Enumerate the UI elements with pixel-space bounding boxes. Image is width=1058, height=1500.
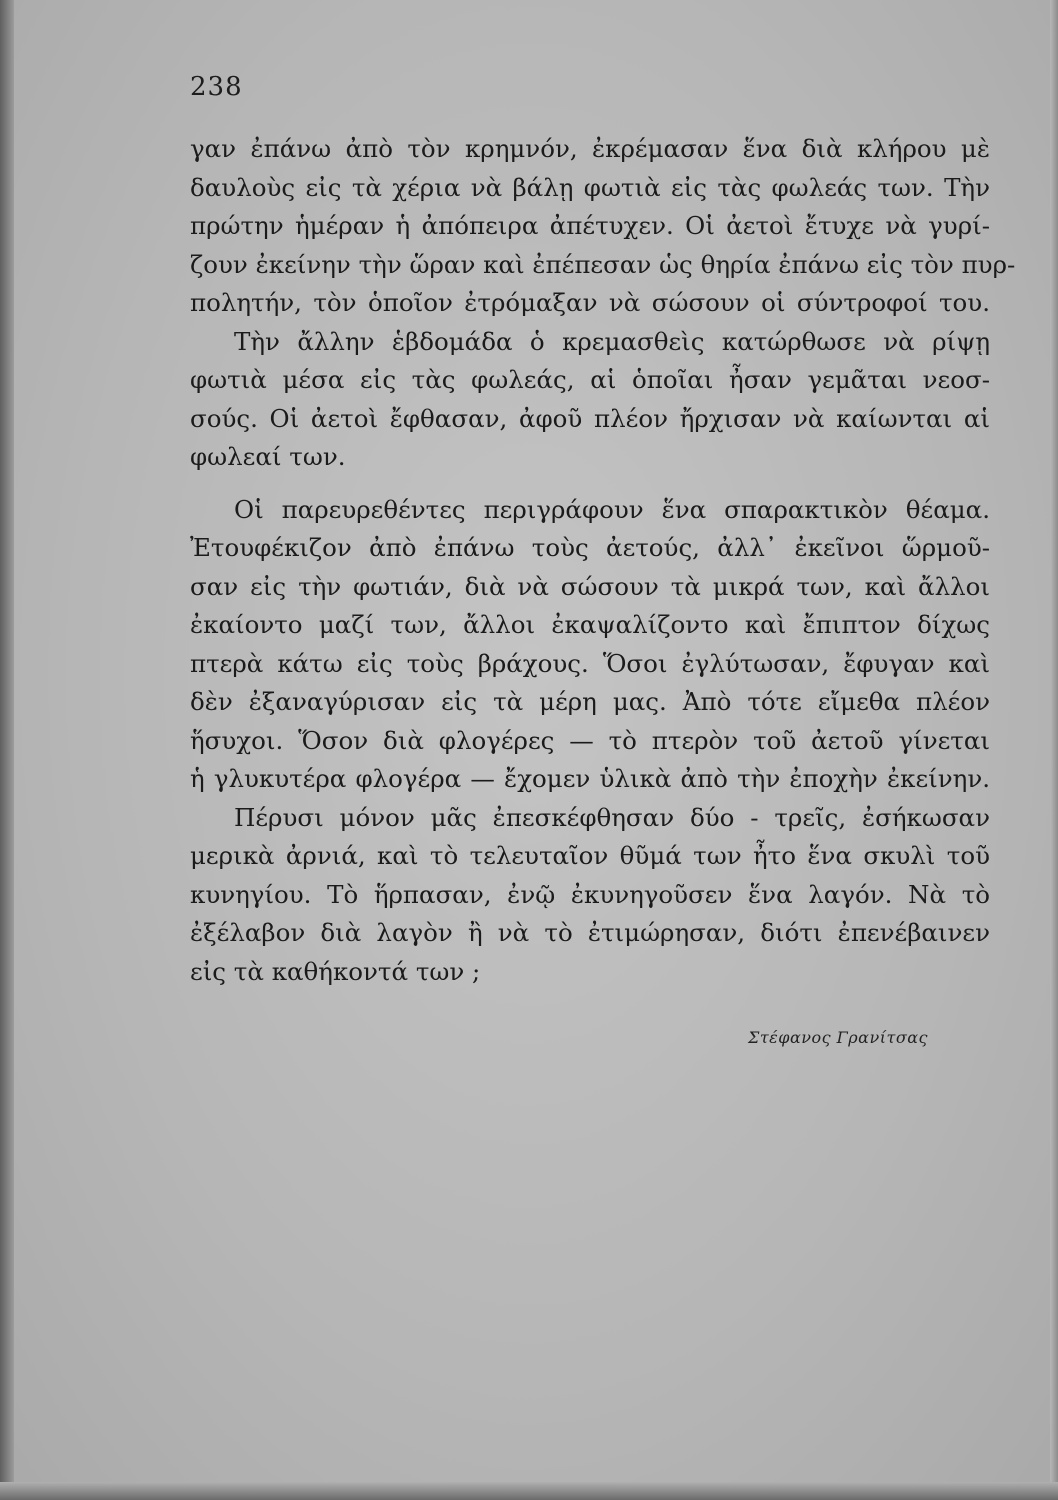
text-line: πτερὰ κάτω εἰς τοὺς βράχους. Ὅσοι ἐγλύτωσαν, ἔφυγαν καὶ xyxy=(190,648,990,678)
author-signature: Στέφανος Γρανίτσας xyxy=(748,1028,929,1047)
text-line: Οἱ παρευρεθέντες περιγράφουν ἕνα σπαρακτικὸν θέαμα. xyxy=(234,494,990,524)
text-line: Πέρυσι μόνον μᾶς ἐπεσκέφθησαν δύο - τρεῖς, ἐσήκωσαν xyxy=(234,802,990,832)
text-line: δὲν ἐξαναγύρισαν εἰς τὰ μέρη μας. Ἀπὸ τότε εἴμεθα πλέον xyxy=(190,687,990,716)
page-shadow-right xyxy=(1050,0,1058,1500)
paragraph-gap xyxy=(190,477,990,491)
text-line: γαν ἐπάνω ἀπὸ τὸν κρημνόν, ἐκρέμασαν ἕνα διὰ κλήρου μὲ xyxy=(190,134,990,163)
text-line: εἰς τὰ καθήκοντά των ; xyxy=(190,956,481,986)
page-shadow-left xyxy=(0,0,14,1500)
text-line: Ἐτουφέκιζον ἀπὸ ἐπάνω τοὺς ἀετούς, ἀλλ᾽ ἐκεῖνοι ὥρμοῦ- xyxy=(190,533,990,562)
text-line: σαν εἰς τὴν φωτιάν, διὰ νὰ σώσουν τὰ μικρά των, καὶ ἄλλοι xyxy=(190,571,990,601)
text-line: πολητήν, τὸν ὁποῖον ἐτρόμαξαν νὰ σώσουν οἱ σύντροφοί του. xyxy=(190,288,990,317)
text-line: φωλεαί των. xyxy=(190,442,346,471)
text-line: φωτιὰ μέσα εἰς τὰς φωλεάς, αἱ ὁποῖαι ἦσαν γεμᾶται νεοσ- xyxy=(190,365,990,394)
page-number: 238 xyxy=(190,72,243,102)
text-line: μερικὰ ἀρνιά, καὶ τὸ τελευταῖον θῦμά των ἦτο ἕνα σκυλὶ τοῦ xyxy=(190,841,990,870)
text-line: πρώτην ἡμέραν ἡ ἀπόπειρα ἀπέτυχεν. Οἱ ἀετοὶ ἔτυχε νὰ γυρί- xyxy=(190,211,990,240)
body-text xyxy=(190,130,1016,991)
text-line: ἐξέλαβον διὰ λαγὸν ἢ νὰ τὸ ἐτιμώρησαν, διότι ἐπενέβαινεν xyxy=(190,918,990,947)
text-line: ζουν ἐκείνην τὴν ὥραν καὶ ἐπέπεσαν ὡς θηρία ἐπάνω εἰς τὸν πυρ- xyxy=(190,249,1016,279)
text-line: κυνηγίου. Τὸ ἥρπασαν, ἐνῷ ἐκυνηγοῦσεν ἕνα λαγόν. Νὰ τὸ xyxy=(190,879,990,909)
text-line: δαυλοὺς εἰς τὰ χέρια νὰ βάλῃ φωτιὰ εἰς τὰς φωλεάς των. Τὴν xyxy=(190,172,990,202)
text-line: Τὴν ἄλλην ἑβδομάδα ὁ κρεμασθεὶς κατώρθωσε νὰ ρίψῃ xyxy=(234,326,990,356)
text-line: ἥσυχοι. Ὅσον διὰ φλογέρες — τὸ πτερὸν τοῦ ἀετοῦ γίνεται xyxy=(190,725,990,755)
text-line: σούς. Οἱ ἀετοὶ ἔφθασαν, ἀφοῦ πλέον ἤρχισαν νὰ καίωνται αἱ xyxy=(190,403,990,433)
text-line: ἐκαίοντο μαζί των, ἄλλοι ἐκαψαλίζοντο καὶ ἔπιπτον δίχως xyxy=(190,610,990,639)
page-shadow-bottom xyxy=(0,1482,1058,1500)
text-line: ἡ γλυκυτέρα φλογέρα — ἔχομεν ὑλικὰ ἀπὸ τὴν ἐποχὴν ἐκείνην. xyxy=(190,764,990,793)
